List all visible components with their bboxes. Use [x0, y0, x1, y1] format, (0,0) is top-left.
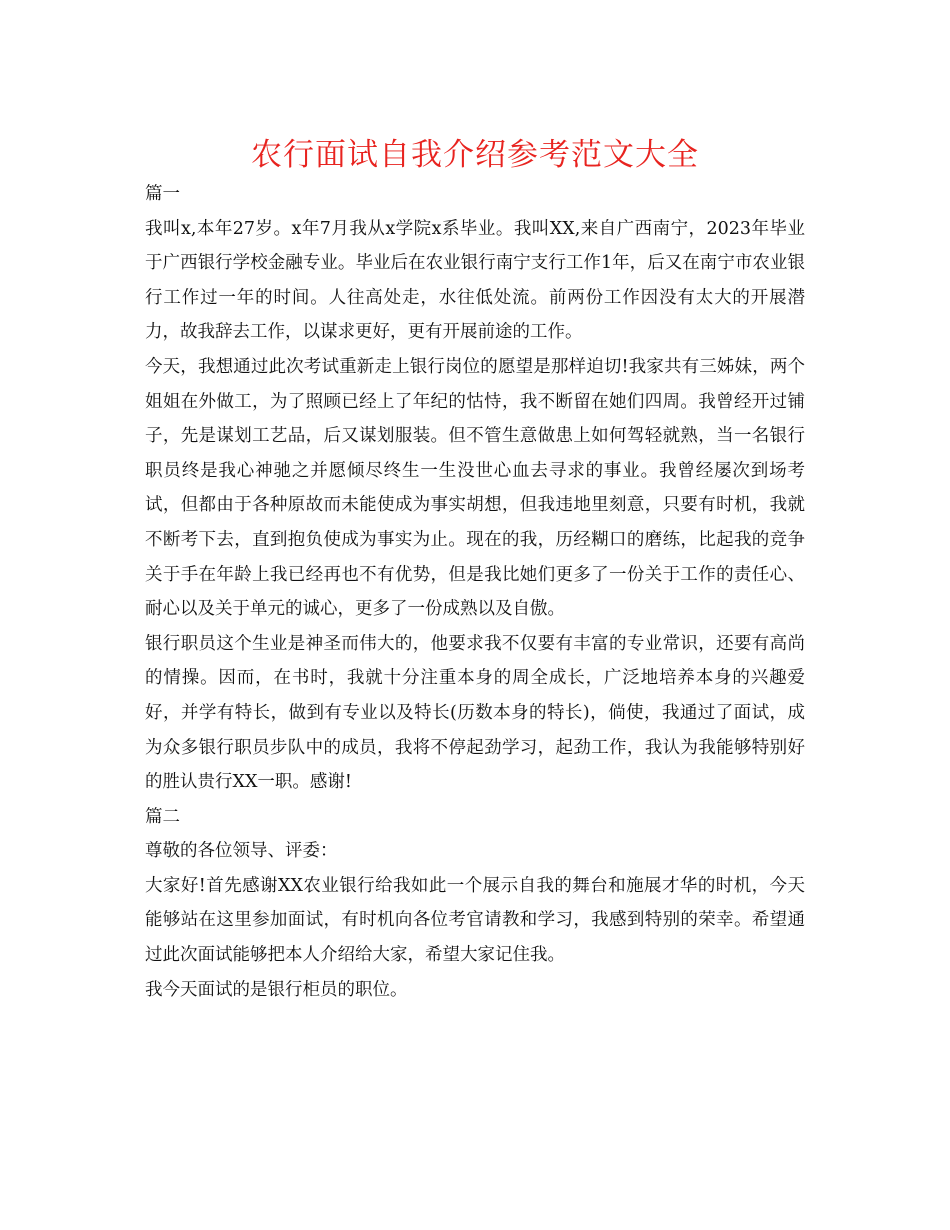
section-heading-1: 篇一: [145, 184, 180, 204]
document-title: 农行面试自我介绍参考范文大全: [251, 137, 699, 173]
section-heading-2: 篇二: [145, 806, 180, 827]
document-body: [145, 177, 805, 1007]
paragraph: 我今天面试的是银行柜员的职位。: [145, 979, 408, 1000]
paragraph: 大家好!首先感谢XX农业银行给我如此一个展示自我的舞台和施展才华的时机，今天能够站在这里参加面试，有时机向各位考官请教和学习，我感到特别的荣幸。希望通过此次面试能够把本人介绍给大家，希望大家记住我。: [145, 875, 805, 966]
paragraph: 我叫x,本年27岁。x年7月我从x学院x系毕业。我叫XX,来自广西南宁，2023年毕业于广西银行学校金融专业。毕业后在农业银行南宁支行工作1年，后又在南宁市农业银行工作过一年的时间。人往高处走，水往低处流。前两份工作因没有太大的开展潜力，故我辞去工作，以谋求更好，更有开展前途的工作。: [145, 218, 805, 343]
salutation: 尊敬的各位领导、评委：: [145, 841, 338, 862]
paragraph: 今天，我想通过此次考试重新走上银行岗位的愿望是那样迫切!我家共有三姊妹，两个姐姐在外做工，为了照顾已经上了年纪的怙恃，我不断留在她们四周。我曾经开过铺子，先是谋划工艺品，后又谋划服装。但不管生意做患上如何驾轻就熟，当一名银行职员终是我心神驰之并愿倾尽终生一生没世心血去寻求的事业。我曾经屡次到场考试，但都由于各种原故而未能使成为事实胡想，但我违地里刻意，只要有时机，我就不断考下去，直到抱负使成为事实为止。现在的我，历经糊口的磨练，比起我的竞争关于手在年龄上我已经再也不有优势，但是我比她们更多了一份关于工作的责任心、耐心以及关于单元的诚心，更多了一份成熟以及自傲。: [145, 356, 805, 620]
paragraph: 银行职员这个生业是神圣而伟大的，他要求我不仅要有丰富的专业常识，还要有高尚的情操。因而，在书时，我就十分注重本身的周全成长，广泛地培养本身的兴趣爱好，并学有特长，做到有专业以及特长(历数本身的特长)，倘使，我通过了面试，成为众多银行职员步队中的成员，我将不停起劲学习，起劲工作，我认为我能够特别好的胜认贵行XX一职。感谢!: [145, 633, 805, 793]
